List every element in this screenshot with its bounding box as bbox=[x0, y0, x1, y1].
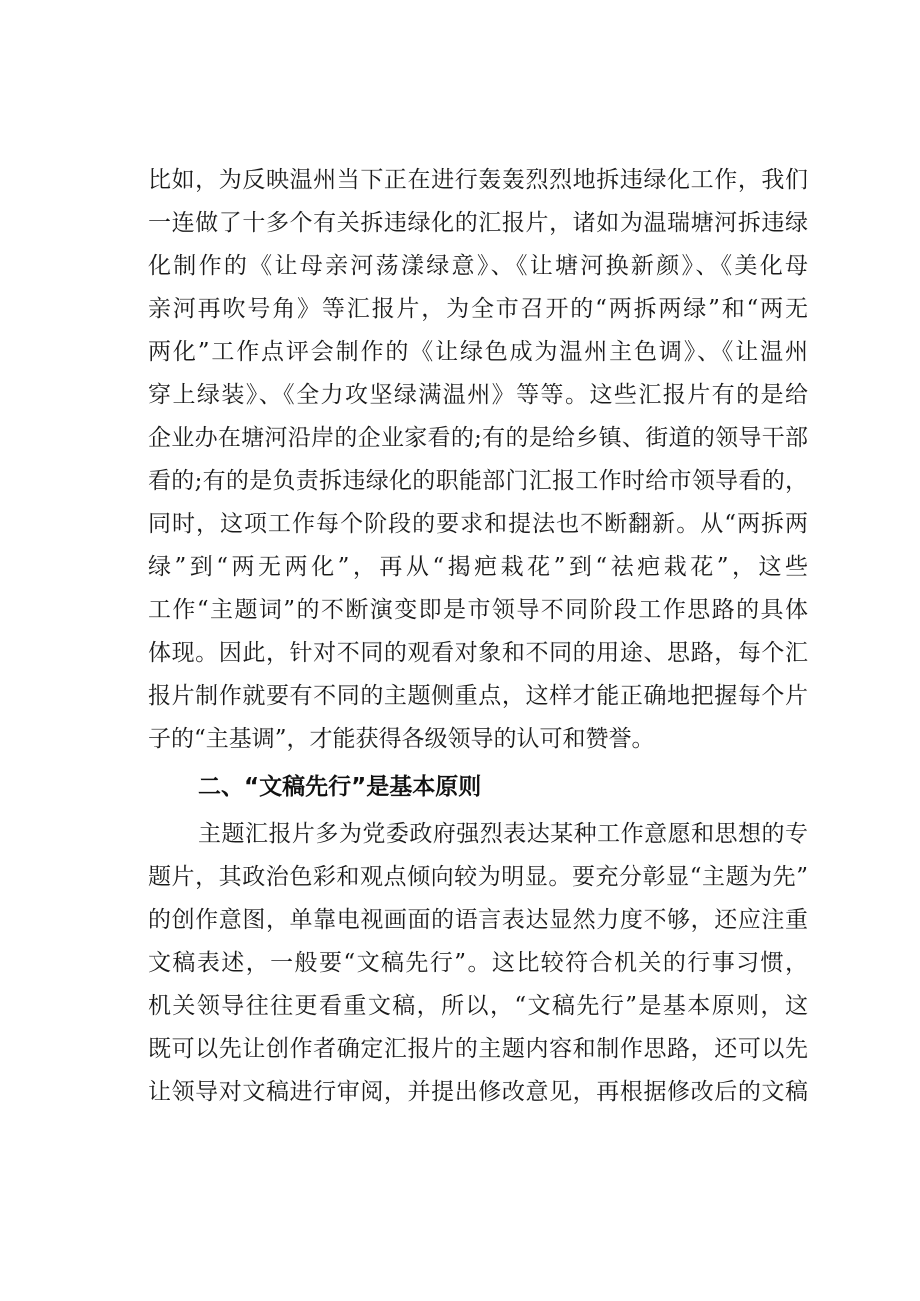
paragraph-1-line: 报片制作就要有不同的主题侧重点，这样才能正确地把握每个片 bbox=[148, 683, 808, 709]
paragraph-2-line: 的创作意图，单靠电视画面的语言表达显然力度不够，还应注重 bbox=[148, 907, 808, 933]
paragraph-1-line: 绿”到“两无两化”，再从“揭疤栽花”到“祛疤栽花”，这些 bbox=[148, 554, 808, 580]
paragraph-2-line: 机关领导往往更看重文稿，所以，“文稿先行”是基本原则，这 bbox=[148, 993, 808, 1019]
paragraph-1-line: 比如，为反映温州当下正在进行轰轰烈烈地拆违绿化工作，我们 bbox=[148, 167, 808, 193]
paragraph-2-line: 题片，其政治色彩和观点倾向较为明显。要充分彰显“主题为先” bbox=[148, 864, 808, 890]
paragraph-1-line: 企业办在塘河沿岸的企业家看的;有的是给乡镇、街道的领导干部 bbox=[148, 425, 808, 451]
paragraph-1-line: 一连做了十多个有关拆违绿化的汇报片，诸如为温瑞塘河拆违绿 bbox=[148, 210, 808, 236]
paragraph-2-line: 文稿表述，一般要“文稿先行”。这比较符合机关的行事习惯， bbox=[148, 950, 808, 976]
paragraph-1-line: 两化”工作点评会制作的《让绿色成为温州主色调》、《让温州 bbox=[148, 339, 808, 365]
paragraph-1-line: 看的;有的是负责拆违绿化的职能部门汇报工作时给市领导看的， bbox=[148, 468, 808, 494]
paragraph-1-line: 化制作的《让母亲河荡漾绿意》、《让塘河换新颜》、《美化母 bbox=[148, 253, 808, 279]
paragraph-2-line: 主题汇报片多为党委政府强烈表达某种工作意愿和思想的专 bbox=[198, 821, 808, 847]
paragraph-2-line: 让领导对文稿进行审阅，并提出修改意见，再根据修改后的文稿 bbox=[148, 1079, 808, 1105]
paragraph-1-line: 穿上绿装》、《全力攻坚绿满温州》等等。这些汇报片有的是给 bbox=[148, 382, 808, 408]
paragraph-2-line: 既可以先让创作者确定汇报片的主题内容和制作思路，还可以先 bbox=[148, 1036, 808, 1062]
paragraph-1-line: 体现。因此，针对不同的观看对象和不同的用途、思路，每个汇 bbox=[148, 640, 808, 666]
paragraph-1-line: 同时，这项工作每个阶段的要求和提法也不断翻新。从“两拆两 bbox=[148, 511, 808, 537]
paragraph-1-line: 子的“主基调”，才能获得各级领导的认可和赞誉。 bbox=[148, 726, 655, 752]
section-heading: 二、“文稿先行”是基本原则 bbox=[198, 774, 482, 800]
paragraph-1-line: 亲河再吹号角》等汇报片，为全市召开的“两拆两绿”和“两无 bbox=[148, 296, 808, 322]
paragraph-1-line: 工作“主题词”的不断演变即是市领导不同阶段工作思路的具体 bbox=[148, 597, 808, 623]
